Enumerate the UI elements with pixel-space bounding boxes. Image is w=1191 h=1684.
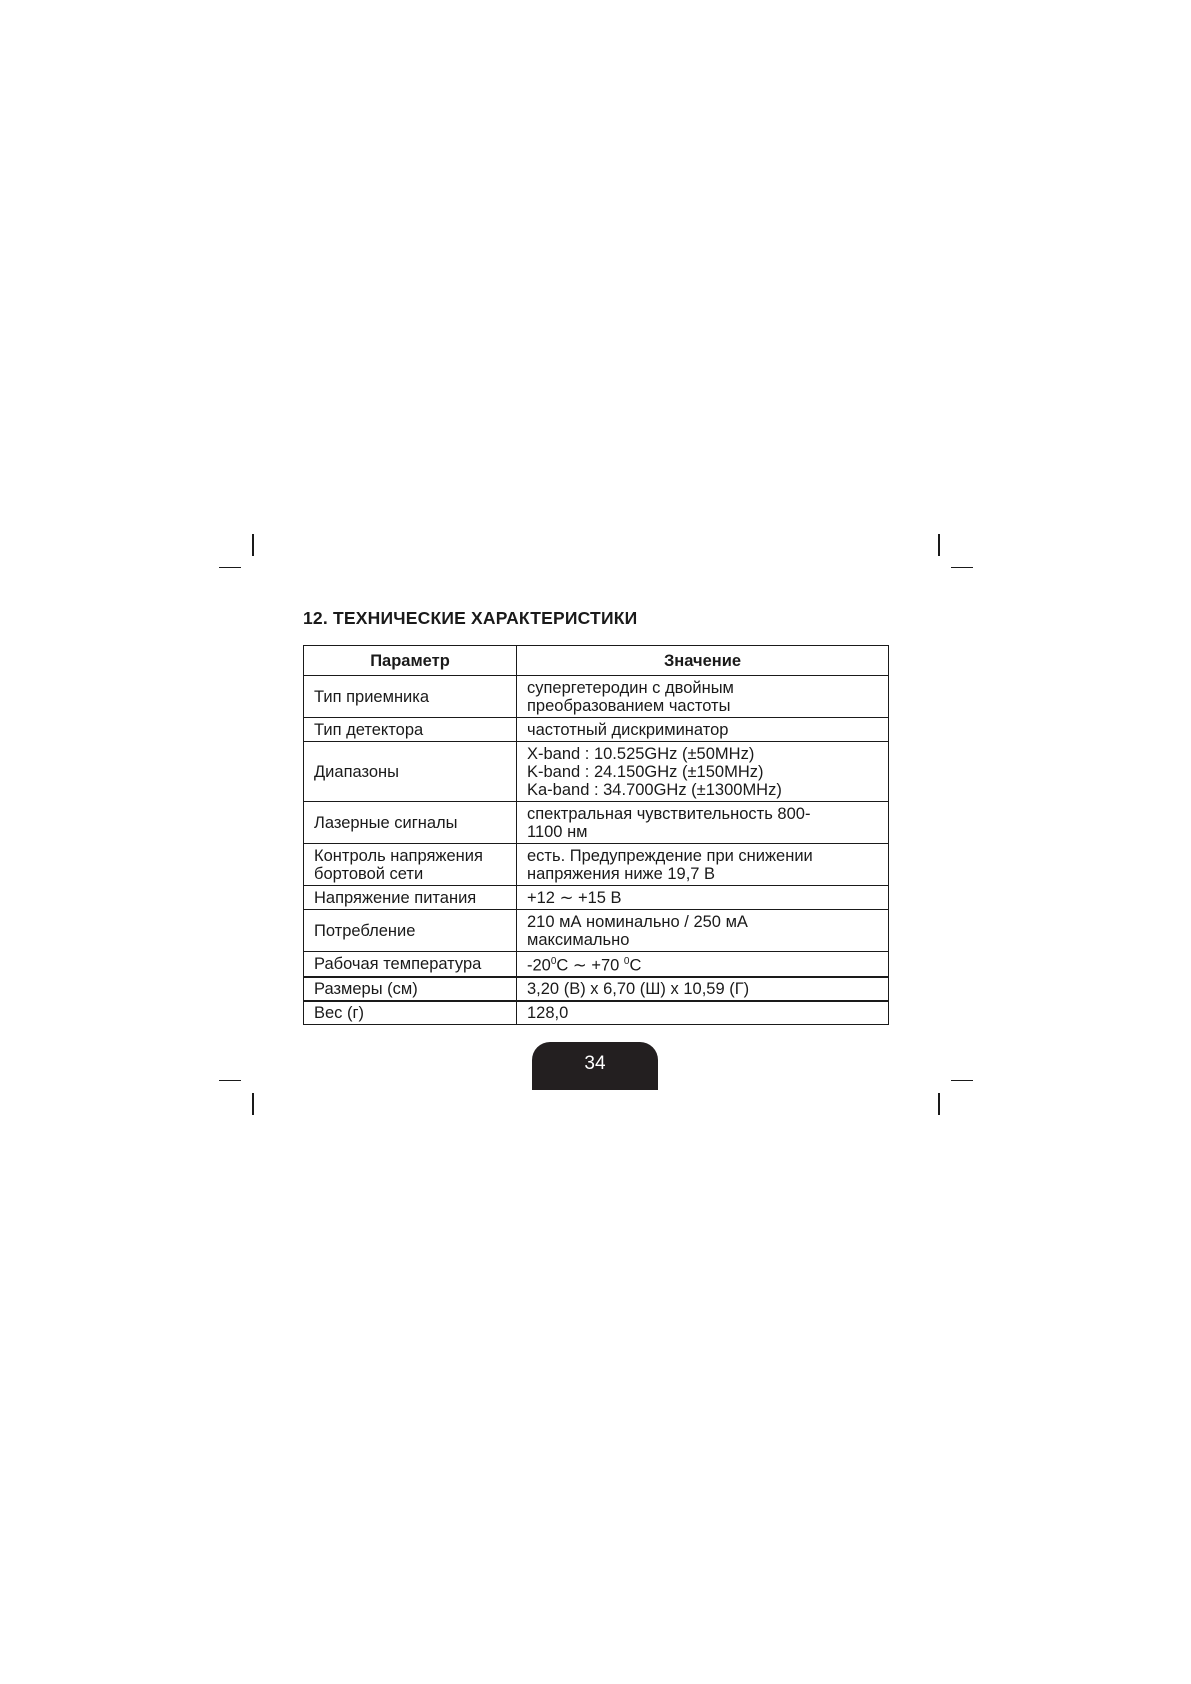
table-row (304, 676, 889, 718)
param-cell: Размеры (см) (304, 977, 517, 1001)
crop-mark (951, 1080, 973, 1081)
crop-mark (951, 567, 973, 568)
param-cell: Рабочая температура (304, 952, 517, 977)
param-cell: Лазерные сигналы (304, 802, 517, 844)
param-cell: Диапазоны (304, 742, 517, 802)
crop-mark (219, 1080, 241, 1081)
value-cell: спектральная чувствительность 800- 1100 нм (517, 802, 889, 844)
table-row (304, 802, 889, 844)
table-row (304, 977, 889, 1001)
table-header-row (304, 646, 889, 676)
table-row (304, 910, 889, 952)
table-row (304, 886, 889, 910)
header-parameter: Параметр (304, 646, 517, 676)
header-value: Значение (517, 646, 889, 676)
value-cell: супергетеродин с двойным преобразованием частоты (517, 676, 889, 718)
section-title: 12. ТЕХНИЧЕСКИЕ ХАРАКТЕРИСТИКИ (303, 608, 638, 628)
value-cell: $-20^0С$ ∼ +70 $^0$С (517, 952, 889, 977)
crop-mark (938, 1093, 940, 1115)
value-cell: есть. Предупреждение при снижении напряжения ниже 19,7 В (517, 844, 889, 886)
value-cell: 210 мА номинально / 250 мА максимально (517, 910, 889, 952)
value-cell: 3,20 (В) x 6,70 (Ш) x 10,59 (Г) (517, 977, 889, 1001)
table-row (304, 844, 889, 886)
page-number-tab (532, 1042, 658, 1090)
spec-table (303, 645, 889, 1025)
value-cell: 128,0 (517, 1001, 889, 1025)
crop-mark (938, 534, 940, 556)
param-cell: Вес (г) (304, 1001, 517, 1025)
table-row (304, 1001, 889, 1025)
crop-mark (219, 567, 241, 568)
table-row (304, 718, 889, 742)
value-cell: частотный дискриминатор (517, 718, 889, 742)
value-cell: X-band : 10.525GHz (±50MHz) K-band : 24.150GHz (±150MHz) Ka-band : 34.700GHz (±1300MHz) (517, 742, 889, 802)
table-row (304, 742, 889, 802)
param-cell: Контроль напряжения бортовой сети (304, 844, 517, 886)
param-cell: Тип приемника (304, 676, 517, 718)
crop-mark (252, 1093, 254, 1115)
crop-mark (252, 534, 254, 556)
value-cell: +12 ∼ +15 В (517, 886, 889, 910)
page-number: 34 (584, 1053, 606, 1074)
param-cell: Тип детектора (304, 718, 517, 742)
table-row (304, 952, 889, 977)
param-cell: Напряжение питания (304, 886, 517, 910)
param-cell: Потребление (304, 910, 517, 952)
